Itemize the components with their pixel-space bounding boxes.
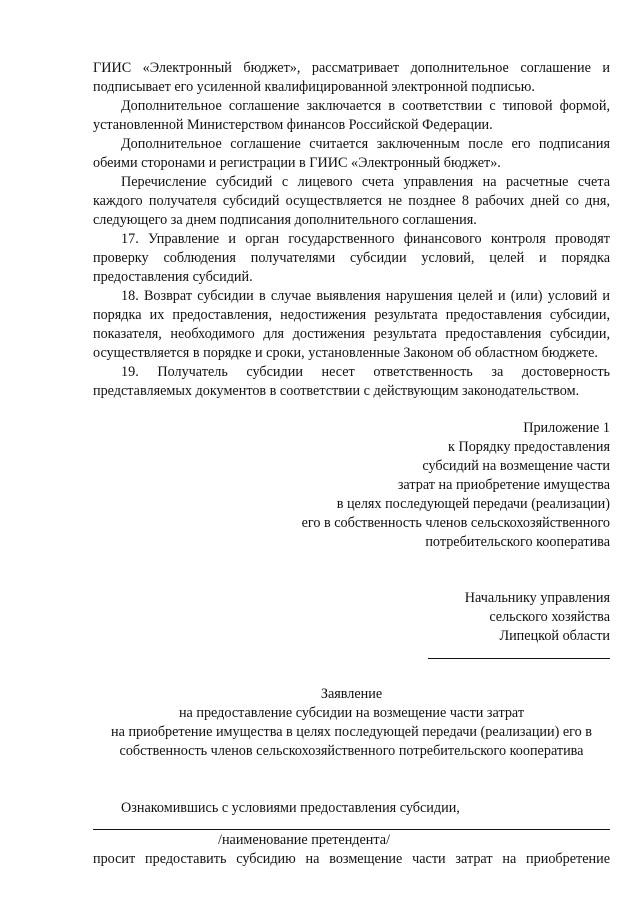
appendix-line: его в собственность членов сельскохозяйственного <box>301 515 610 531</box>
paragraph-19-responsibility: 19. Получатель субсидии несет ответственность за достоверность представляемых документов в соответствии с действующим законодательством. <box>93 364 610 399</box>
form-intro: Ознакомившись с условиями предоставления субсидии, <box>121 800 460 816</box>
appendix-line: в целях последующей передачи (реализации) <box>336 496 610 512</box>
document-page <box>93 59 610 869</box>
appendix-line: затрат на приобретение имущества <box>397 477 610 493</box>
appendix-header <box>93 419 610 552</box>
title-subheading: на приобретение имущества в целях последующей передачи (реализации) его в <box>111 724 592 740</box>
paragraph-transfer-terms: Перечисление субсидий с лицевого счета управления на расчетные счета каждого получателя субсидий осуществляется не позднее 8 рабочих дней со дня, следующего за днем подписания дополнительного соглашения. <box>93 174 610 228</box>
title-subheading: собственность членов сельскохозяйственного потребительского кооператива <box>119 743 584 759</box>
applicant-name-caption: /наименование претендента/ <box>218 832 391 848</box>
appendix-line: субсидий на возмещение части <box>422 458 610 474</box>
form-request: просит предоставить субсидию на возмещение части затрат на приобретение <box>93 851 610 867</box>
paragraph-agreement-concluded: Дополнительное соглашение считается заключенным после его подписания обеими сторонами и регистрации в ГИИС «Электронный бюджет». <box>93 136 610 171</box>
paragraph-17-control: 17. Управление и орган государственного финансового контроля проводят проверку соблюдения получателями субсидии условий, целей и порядка предоставления субсидий. <box>93 231 610 285</box>
addressee-name-blank <box>428 646 610 659</box>
paragraph-18-refund: 18. Возврат субсидии в случае выявления нарушения целей и (или) условий и порядка их предоставления, недостижения результата предоставления субсидии, показателя, необходимого для достижения результата предоставления субсидии, осуществляется в порядке и сроки, установленные Законом об областном бюджете. <box>93 288 610 361</box>
title-heading: Заявление <box>320 686 383 702</box>
appendix-line: потребительского кооператива <box>425 534 610 550</box>
addressee-line: Начальнику управления <box>464 590 610 606</box>
title-subheading: на предоставление субсидии на возмещение части затрат <box>178 705 525 721</box>
paragraph-giis-review: ГИИС «Электронный бюджет», рассматривает дополнительное соглашение и подписывает его усиленной квалифицированной электронной подписью. <box>93 60 610 95</box>
applicant-name-blank <box>93 820 610 830</box>
addressee-block <box>93 589 610 665</box>
paragraph-standard-form: Дополнительное соглашение заключается в соответствии с типовой формой, установленной Министерством финансов Российской Федерации. <box>93 98 610 133</box>
application-title <box>93 685 610 761</box>
addressee-line: сельского хозяйства <box>489 609 610 625</box>
appendix-number: Приложение 1 <box>523 420 610 436</box>
appendix-line: к Порядку предоставления <box>448 439 610 455</box>
addressee-line: Липецкой области <box>499 628 610 644</box>
